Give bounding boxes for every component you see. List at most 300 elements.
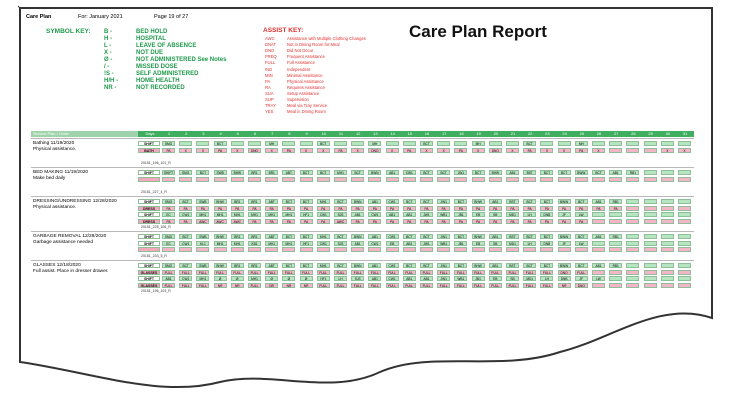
day-number: 8 bbox=[288, 131, 291, 136]
task-id: 20151_196_101_R bbox=[141, 161, 171, 165]
row-label: SHIFT bbox=[138, 241, 160, 246]
day-cell: PA bbox=[420, 206, 433, 211]
day-cell bbox=[265, 177, 278, 182]
task-row bbox=[138, 206, 694, 212]
day-cell bbox=[592, 219, 605, 224]
day-cell: FULL bbox=[351, 283, 364, 288]
day-number: 3 bbox=[202, 131, 205, 136]
day-cell bbox=[609, 141, 622, 146]
day-cell: FULL bbox=[334, 270, 347, 275]
day-cell: CW1 bbox=[386, 276, 399, 281]
day-cell bbox=[540, 177, 553, 182]
day-cell bbox=[661, 247, 674, 252]
day-cell: PA bbox=[489, 206, 502, 211]
day-cell: BHW bbox=[489, 170, 502, 175]
day-cell: PA bbox=[317, 206, 330, 211]
day-number: 7 bbox=[271, 131, 274, 136]
day-cell: FULL bbox=[454, 283, 467, 288]
day-cell: AWC bbox=[334, 219, 347, 224]
day-cell: MH1 bbox=[282, 241, 295, 246]
day-cell: PA bbox=[282, 148, 295, 153]
day-cell: SB bbox=[489, 212, 502, 217]
day-cell: BCT bbox=[179, 199, 192, 204]
task-block bbox=[31, 167, 694, 196]
day-number: 9 bbox=[305, 131, 308, 136]
task-title: DRESSING/UNDRESSING 12/28/2020 bbox=[33, 199, 117, 204]
day-number: 5 bbox=[236, 131, 239, 136]
day-cell bbox=[454, 247, 467, 252]
symbol-code: X - bbox=[104, 50, 112, 56]
day-cell bbox=[661, 276, 674, 281]
day-cell: BCT bbox=[540, 263, 553, 268]
grid-corner-label: Service Plan / Order bbox=[33, 131, 70, 136]
day-cell: FULL bbox=[282, 270, 295, 275]
symbol-code: H/H - bbox=[104, 78, 118, 84]
day-cell: BR1 bbox=[231, 234, 244, 239]
day-cell: EB bbox=[472, 241, 485, 246]
day-cell: MD1 bbox=[506, 212, 519, 217]
day-cell: PA bbox=[248, 206, 261, 211]
day-cell bbox=[368, 177, 381, 182]
day-cell bbox=[644, 141, 657, 146]
day-cell: PA bbox=[179, 219, 192, 224]
day-cell: PA bbox=[540, 206, 553, 211]
day-cell bbox=[644, 270, 657, 275]
day-cell bbox=[334, 141, 347, 146]
day-cell: AB1 bbox=[592, 234, 605, 239]
day-cell: PA bbox=[368, 219, 381, 224]
day-cell bbox=[609, 276, 622, 281]
day-cell: NR bbox=[214, 283, 227, 288]
day-cell: SWB bbox=[196, 199, 209, 204]
day-cell bbox=[661, 212, 674, 217]
day-cell bbox=[644, 212, 657, 217]
day-number: 21 bbox=[510, 131, 516, 136]
day-cell: PA bbox=[196, 206, 209, 211]
header-page: Page 19 of 27 bbox=[154, 14, 189, 20]
day-cell: BWN bbox=[368, 170, 381, 175]
day-cell bbox=[334, 247, 347, 252]
day-cell bbox=[661, 170, 674, 175]
day-cell: BCT bbox=[454, 199, 467, 204]
day-cell: X bbox=[351, 148, 364, 153]
day-cell: FULL bbox=[540, 270, 553, 275]
day-cell: BST bbox=[506, 263, 519, 268]
day-cell bbox=[626, 141, 639, 146]
day-cell: CW1 bbox=[179, 276, 192, 281]
day-cell: WB1 bbox=[454, 276, 467, 281]
day-cell bbox=[437, 247, 450, 252]
day-cell: FULL bbox=[231, 270, 244, 275]
day-cell: CW1 bbox=[179, 212, 192, 217]
day-cell bbox=[454, 141, 467, 146]
day-cell: MH1 bbox=[317, 234, 330, 239]
day-cell bbox=[678, 199, 691, 204]
day-cell: PA bbox=[351, 219, 364, 224]
day-cell bbox=[403, 177, 416, 182]
task-id: 20151_227_4_R bbox=[141, 190, 167, 194]
day-cell: MH bbox=[265, 141, 278, 146]
task-row bbox=[138, 241, 694, 247]
day-number: 27 bbox=[613, 131, 619, 136]
task-name bbox=[33, 234, 133, 246]
day-cell: FULL bbox=[506, 270, 519, 275]
day-cell: AB1 bbox=[609, 170, 622, 175]
assist-label: Requires Assistance bbox=[287, 84, 325, 90]
day-cell: BHW bbox=[214, 199, 227, 204]
day-cell bbox=[661, 206, 674, 211]
day-cell: MH bbox=[368, 141, 381, 146]
row-label bbox=[138, 177, 160, 182]
day-cell: FULL bbox=[437, 270, 450, 275]
day-cell bbox=[609, 212, 622, 217]
day-cell: BHW bbox=[472, 263, 485, 268]
day-cell: X bbox=[661, 148, 674, 153]
day-cell: AB1 bbox=[386, 170, 399, 175]
task-title: GLASSES 12/18/2020 bbox=[33, 263, 81, 268]
day-cell bbox=[592, 247, 605, 252]
day-cell: AB1 bbox=[368, 234, 381, 239]
day-cell bbox=[644, 148, 657, 153]
day-number: 30 bbox=[665, 131, 671, 136]
day-cell: BCT bbox=[575, 234, 588, 239]
task-row bbox=[138, 234, 694, 240]
row-label: SHIFT bbox=[138, 276, 160, 281]
day-cell: MH1 bbox=[196, 212, 209, 217]
day-cell: EB bbox=[386, 241, 399, 246]
day-cell: ABT bbox=[265, 234, 278, 239]
day-cell bbox=[592, 141, 605, 146]
day-cell: PA bbox=[368, 206, 381, 211]
day-cell bbox=[403, 141, 416, 146]
assist-label: Meal in Dining Room bbox=[287, 109, 326, 115]
day-cell bbox=[626, 241, 639, 246]
day-cell: BR1 bbox=[248, 199, 261, 204]
symbol-label: HOME HEALTH bbox=[136, 78, 180, 84]
symbol-code: NR - bbox=[104, 85, 117, 91]
day-cell: RB1 bbox=[609, 199, 622, 204]
day-cell bbox=[300, 247, 313, 252]
day-cell bbox=[575, 177, 588, 182]
task-title: BED MAKING 11/19/2020 bbox=[33, 170, 89, 175]
day-cell: PA bbox=[437, 219, 450, 224]
day-cell bbox=[626, 276, 639, 281]
day-cell: BCT bbox=[575, 263, 588, 268]
day-cell: FULL bbox=[196, 270, 209, 275]
day-cell: BST bbox=[506, 199, 519, 204]
day-cell: BHW bbox=[214, 234, 227, 239]
day-number: 28 bbox=[631, 131, 636, 136]
day-cell: FULL bbox=[472, 283, 485, 288]
assist-code: RA bbox=[265, 84, 271, 90]
day-cell bbox=[644, 276, 657, 281]
day-cell bbox=[661, 263, 674, 268]
day-cell: AB1 bbox=[489, 263, 502, 268]
task-row bbox=[138, 199, 694, 205]
day-cell bbox=[162, 177, 175, 182]
day-cell bbox=[558, 177, 571, 182]
assist-code: IND bbox=[265, 66, 273, 72]
day-cell: BCT bbox=[420, 234, 433, 239]
day-cell bbox=[678, 247, 691, 252]
assist-label: Did Not Occur bbox=[287, 48, 314, 54]
day-cell bbox=[626, 212, 639, 217]
row-label: DRESS bbox=[138, 219, 160, 224]
day-cell: BCT bbox=[420, 141, 433, 146]
day-cell: DNO bbox=[248, 148, 261, 153]
day-cell: FULL bbox=[368, 270, 381, 275]
day-cell: MH1 bbox=[317, 199, 330, 204]
row-label: SHIFT bbox=[138, 141, 160, 146]
day-cell: BCT bbox=[282, 263, 295, 268]
day-cell: PA bbox=[472, 206, 485, 211]
day-cell bbox=[678, 276, 691, 281]
row-label: GLASSES bbox=[138, 283, 160, 288]
day-cell: BCT bbox=[558, 170, 571, 175]
assist-code: DNAT bbox=[265, 42, 277, 48]
day-cell bbox=[592, 212, 605, 217]
day-cell: JB1 bbox=[454, 212, 467, 217]
row-label: SHIFT bbox=[138, 170, 160, 175]
task-row bbox=[138, 219, 694, 225]
day-cell: JW1 bbox=[437, 234, 450, 239]
day-cell bbox=[540, 247, 553, 252]
row-label: SHIFT bbox=[138, 234, 160, 239]
day-cell: FULL bbox=[454, 270, 467, 275]
day-cell: BCT bbox=[317, 141, 330, 146]
day-cell bbox=[592, 283, 605, 288]
day-cell: SJS bbox=[351, 276, 364, 281]
day-cell: PA bbox=[592, 206, 605, 211]
day-cell: AB1 bbox=[403, 212, 416, 217]
day-cell: PA bbox=[214, 148, 227, 153]
day-cell: CW1 bbox=[368, 241, 381, 246]
day-number: 14 bbox=[390, 131, 395, 136]
day-cell: DNB bbox=[540, 241, 553, 246]
day-cell: X bbox=[300, 148, 313, 153]
assist-label: Frequent Assistance bbox=[287, 54, 325, 60]
day-cell: JF bbox=[575, 276, 588, 281]
day-cell bbox=[626, 283, 639, 288]
task-detail: Physical assistance. bbox=[33, 204, 77, 210]
day-cell: EC bbox=[162, 241, 175, 246]
day-cell: AB1 bbox=[351, 212, 364, 217]
task-id: 20151_196_103_R bbox=[141, 289, 171, 293]
day-number: 11 bbox=[338, 131, 344, 136]
day-cell bbox=[214, 247, 227, 252]
day-cell bbox=[626, 206, 639, 211]
assist-code: PA bbox=[265, 78, 271, 84]
day-cell bbox=[678, 206, 691, 211]
grid-header-bar bbox=[31, 131, 694, 137]
day-cell bbox=[523, 177, 536, 182]
header-left-title: Care Plan bbox=[26, 14, 52, 20]
day-cell: BR1 bbox=[231, 263, 244, 268]
day-cell: PA bbox=[162, 148, 175, 153]
day-cell: FULL bbox=[472, 270, 485, 275]
day-cell bbox=[661, 270, 674, 275]
day-cell: FULL bbox=[248, 283, 261, 288]
day-cell bbox=[300, 177, 313, 182]
day-cell: BCT bbox=[454, 263, 467, 268]
day-cell: FULL bbox=[317, 270, 330, 275]
day-cell bbox=[506, 141, 519, 146]
day-cell: JW1 bbox=[437, 199, 450, 204]
day-cell bbox=[644, 206, 657, 211]
day-cell: DNB bbox=[540, 212, 553, 217]
day-cell bbox=[661, 283, 674, 288]
day-cell: FULL bbox=[334, 283, 347, 288]
day-cell bbox=[386, 177, 399, 182]
day-cell: PA bbox=[282, 206, 295, 211]
day-cell: NR bbox=[231, 283, 244, 288]
day-cell: PA bbox=[231, 206, 244, 211]
day-cell: MH1 bbox=[248, 276, 261, 281]
day-cell: X bbox=[265, 148, 278, 153]
day-cell: BWW bbox=[558, 234, 571, 239]
day-cell: PA bbox=[214, 206, 227, 211]
day-cell: JB1 bbox=[454, 241, 467, 246]
day-cell: SMG bbox=[162, 141, 175, 146]
day-cell: BCT bbox=[351, 170, 364, 175]
day-cell: AB1 bbox=[403, 241, 416, 246]
symbol-label: LEAVE OF ABSENCE bbox=[136, 43, 197, 49]
row-label bbox=[138, 247, 160, 252]
task-title: GARBAGE REMOVAL 12/28/2020 bbox=[33, 234, 107, 239]
day-cell: BCT bbox=[540, 170, 553, 175]
day-cell: PA bbox=[523, 206, 536, 211]
day-cell: SJS bbox=[334, 212, 347, 217]
assist-code: SUA bbox=[265, 90, 274, 96]
task-row bbox=[138, 263, 694, 269]
day-cell: PA bbox=[282, 219, 295, 224]
day-number: 6 bbox=[253, 131, 257, 136]
day-cell: FULL bbox=[403, 283, 416, 288]
grid-corner bbox=[31, 131, 138, 137]
day-cell bbox=[248, 247, 261, 252]
day-cell: PA bbox=[162, 219, 175, 224]
day-cell bbox=[368, 247, 381, 252]
task-block bbox=[31, 196, 694, 231]
day-cell: FULL bbox=[179, 283, 192, 288]
day-cell: JF bbox=[558, 241, 571, 246]
day-cell: DNO bbox=[575, 283, 588, 288]
day-cell: BWW bbox=[575, 170, 588, 175]
day-cell: MH bbox=[575, 141, 588, 146]
day-cell: BCT bbox=[540, 234, 553, 239]
day-cell bbox=[644, 177, 657, 182]
day-cell: AB1 bbox=[368, 199, 381, 204]
task-block bbox=[31, 260, 694, 295]
day-cell: BWN bbox=[351, 234, 364, 239]
day-cell bbox=[196, 247, 209, 252]
day-cell: FULL bbox=[300, 270, 313, 275]
day-cell: MD1 bbox=[506, 241, 519, 246]
day-cell: MH1 bbox=[282, 212, 295, 217]
symbol-label: NOT RECORDED bbox=[136, 85, 185, 91]
task-row bbox=[138, 170, 694, 176]
day-cell: CW1 bbox=[386, 234, 399, 239]
day-cell bbox=[179, 247, 192, 252]
day-cell bbox=[489, 141, 502, 146]
day-cell: AB1 bbox=[420, 276, 433, 281]
day-cell bbox=[609, 148, 622, 153]
day-cell: HF1 bbox=[300, 212, 313, 217]
day-cell: BCT bbox=[403, 234, 416, 239]
row-label: GLASSES bbox=[138, 270, 160, 275]
day-cell: MH1 bbox=[334, 170, 347, 175]
assist-code: SUP bbox=[265, 97, 274, 102]
day-cell: FULL bbox=[437, 283, 450, 288]
day-cell: LH bbox=[334, 276, 347, 281]
day-cell: X bbox=[317, 148, 330, 153]
day-cell bbox=[678, 177, 691, 182]
task-id: 20151_233_5_R bbox=[141, 254, 167, 258]
symbol-label: BED HOLD bbox=[136, 29, 168, 35]
day-cell: X bbox=[678, 148, 691, 153]
day-cell: AB1 bbox=[592, 263, 605, 268]
day-cell: BHW bbox=[214, 263, 227, 268]
day-cell: SMG bbox=[179, 170, 192, 175]
day-cell: BWW bbox=[558, 263, 571, 268]
day-cell: MD1 bbox=[523, 276, 536, 281]
assist-label: Physical Assistance bbox=[287, 78, 324, 84]
day-cell: X bbox=[506, 148, 519, 153]
day-cell bbox=[506, 177, 519, 182]
day-cell bbox=[626, 199, 639, 204]
day-cell: BCT bbox=[300, 199, 313, 204]
task-row bbox=[138, 148, 694, 154]
day-cell bbox=[282, 247, 295, 252]
day-cell bbox=[317, 177, 330, 182]
day-cell: PA bbox=[506, 206, 519, 211]
day-cell bbox=[351, 177, 364, 182]
day-cell bbox=[678, 219, 691, 224]
day-number: 15 bbox=[407, 131, 413, 136]
assist-code: MIN bbox=[265, 72, 273, 78]
day-cell bbox=[661, 199, 674, 204]
day-cell: X bbox=[179, 148, 192, 153]
day-cell: X bbox=[592, 148, 605, 153]
day-cell bbox=[626, 219, 639, 224]
symbol-label: NOT ADMINISTERED See Notes bbox=[136, 57, 227, 63]
day-cell: BHW bbox=[472, 199, 485, 204]
day-cell: BHW bbox=[231, 170, 244, 175]
day-cell: BCT bbox=[196, 170, 209, 175]
day-cell: X bbox=[386, 148, 399, 153]
day-cell: BCT bbox=[523, 199, 536, 204]
day-number: 10 bbox=[321, 131, 327, 136]
day-cell: JW1 bbox=[420, 241, 433, 246]
day-cell bbox=[626, 177, 639, 182]
day-cell: SWB bbox=[196, 234, 209, 239]
day-cell bbox=[489, 177, 502, 182]
day-cell: FULL bbox=[489, 270, 502, 275]
day-cell: PA bbox=[403, 206, 416, 211]
day-cell: ABT bbox=[265, 263, 278, 268]
task-name bbox=[33, 170, 133, 182]
assist-label: Not in Dining Room for Meal bbox=[287, 42, 340, 48]
day-cell: BWW bbox=[558, 199, 571, 204]
day-cell: BCT bbox=[403, 263, 416, 268]
day-cell: FULL bbox=[420, 270, 433, 275]
day-cell: PA bbox=[420, 219, 433, 224]
day-cell: SMG bbox=[162, 234, 175, 239]
day-cell: BCT bbox=[437, 170, 450, 175]
symbol-code: !S - bbox=[104, 71, 114, 77]
day-cell: BR1 bbox=[248, 263, 261, 268]
day-number: 22 bbox=[527, 131, 533, 136]
